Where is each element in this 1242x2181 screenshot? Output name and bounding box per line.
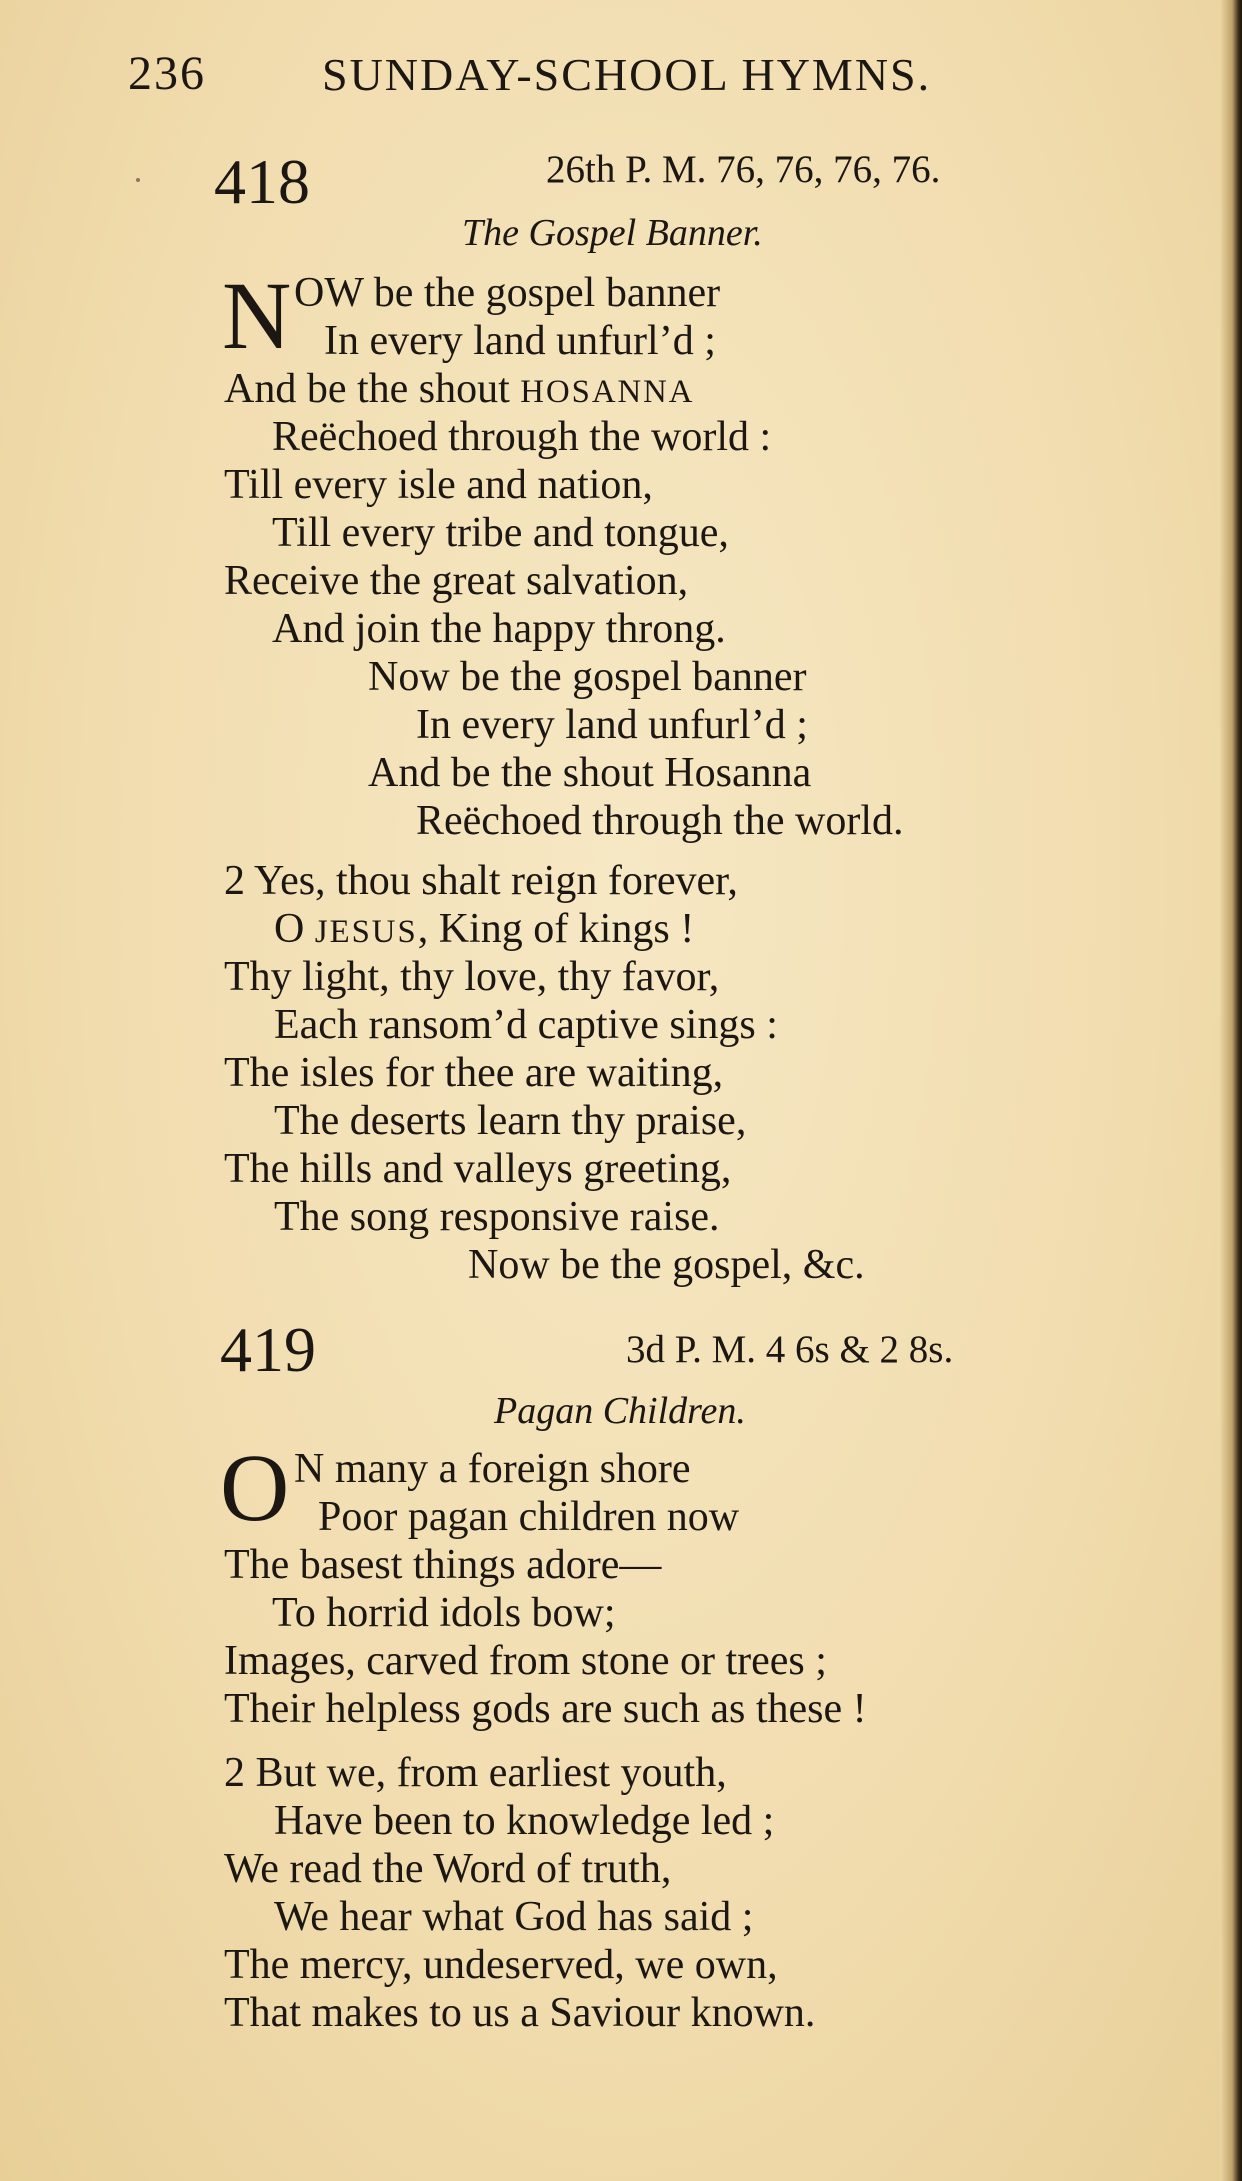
page-edge-shadow: [1220, 0, 1242, 2181]
hosanna-smallcaps: HOSANNA: [520, 374, 695, 410]
verse-line-text: be the gospel banner: [363, 270, 721, 316]
verse-line: Images, carved from stone or trees ;: [224, 1638, 827, 1684]
verse-line: Till every tribe and tongue,: [272, 510, 729, 556]
chorus-line: In every land unfurl’d ;: [416, 702, 808, 748]
verse-line: Poor pagan children now: [318, 1494, 740, 1540]
chorus-line: Reëchoed through the world.: [416, 798, 904, 844]
verse-line: In every land unfurl’d ;: [324, 318, 716, 364]
verse-line: Thy light, thy love, thy favor,: [224, 954, 720, 1000]
verse-line: The deserts learn thy praise,: [274, 1098, 747, 1144]
verse-line: [294, 1448, 691, 1490]
first-word-rest: OW: [294, 270, 364, 316]
hymn-number: 418: [214, 146, 310, 217]
verse-line: 2 But we, from earliest youth,: [224, 1750, 727, 1796]
verse-line: The mercy, undeserved, we own,: [224, 1942, 778, 1988]
verse-line: The isles for thee are waiting,: [224, 1050, 724, 1096]
hymn-title: Pagan Children.: [494, 1390, 746, 1432]
chorus-line: And be the shout Hosanna: [368, 750, 812, 796]
jesus-smallcaps: JESUS: [314, 914, 418, 950]
verse-line-text: O: [274, 906, 315, 952]
verse-line: [274, 908, 694, 950]
chorus-ref: Now be the gospel, &c.: [468, 1242, 865, 1288]
verse-line: [294, 272, 720, 314]
chorus-line: Now be the gospel banner: [368, 654, 807, 700]
verse-line: The song responsive raise.: [274, 1194, 720, 1240]
drop-cap: O: [220, 1434, 290, 1541]
verse-line: And join the happy throng.: [272, 606, 726, 652]
verse-line: Their helpless gods are such as these !: [224, 1686, 867, 1732]
verse-line-text: And be the shout: [224, 366, 521, 412]
verse-line: We read the Word of truth,: [224, 1846, 672, 1892]
verse-line: To horrid idols bow;: [272, 1590, 616, 1636]
verse-line: 2 Yes, thou shalt reign forever,: [224, 858, 738, 904]
drop-cap: N: [222, 262, 292, 369]
first-word-rest: N: [294, 1446, 325, 1492]
verse-line: Receive the great salvation,: [224, 558, 689, 604]
verse-line-text: , King of kings !: [417, 906, 695, 952]
verse-line: Have been to knowledge led ;: [274, 1798, 775, 1844]
hymn-meter: 3d P. M. 4 6s & 2 8s.: [626, 1328, 954, 1371]
verse-line: Till every isle and nation,: [224, 462, 653, 508]
verse-line: The basest things adore—: [224, 1542, 662, 1588]
hymn-title: The Gospel Banner.: [462, 212, 763, 254]
verse-line-text: many a foreign shore: [324, 1446, 691, 1492]
verse-line: That makes to us a Saviour known.: [224, 1990, 816, 2036]
hymn-meter: 26th P. M. 76, 76, 76, 76.: [546, 148, 941, 191]
verse-line: We hear what God has said ;: [274, 1894, 754, 1940]
print-speck: [136, 178, 140, 182]
page-number: 236: [128, 47, 206, 100]
verse-line: [224, 368, 694, 410]
verse-line: The hills and valleys greeting,: [224, 1146, 732, 1192]
verse-line: Reëchoed through the world :: [272, 414, 772, 460]
hymn-number: 419: [220, 1314, 316, 1385]
verse-line: Each ransom’d captive sings :: [274, 1002, 778, 1048]
running-title: SUNDAY-SCHOOL HYMNS.: [322, 49, 932, 100]
